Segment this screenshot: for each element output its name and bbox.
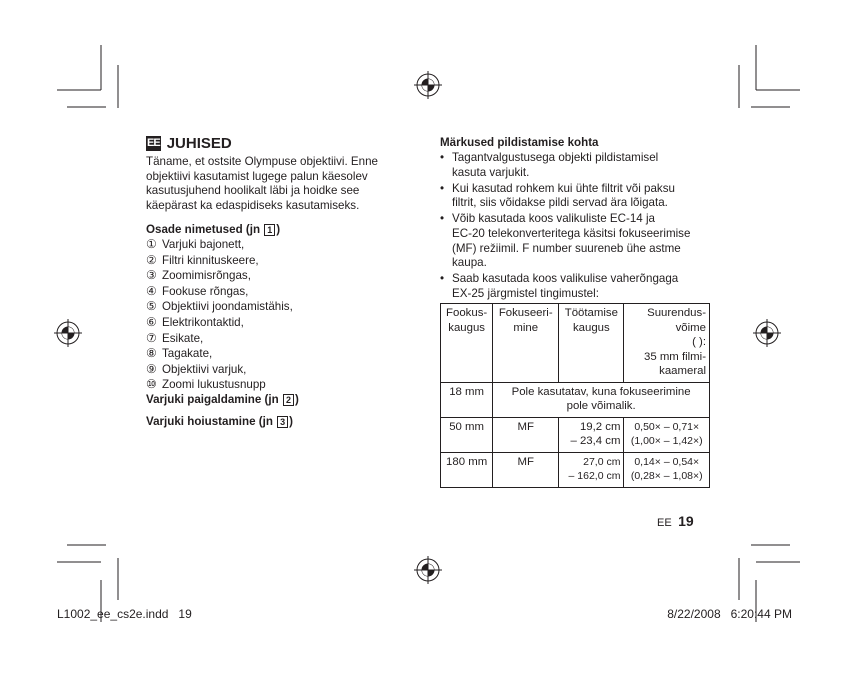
table-row: 50 mm MF 19,2 cm – 23,4 cm 0,50× – 0,71× (1,00× – 1,42×) <box>441 417 710 452</box>
note-item: • Tagantvalgustusega objekti pildistamisel kasuta varjukit. <box>440 151 659 179</box>
note-item: • Võib kasutada koos valikuliste EC-14 ja EC-20 telekonverteritega käsitsi fokuseerimise (MF) režiimil. F number suureneb ühe astme kaupa. <box>440 212 691 270</box>
intro-line: objektiivi kasutamist lugege palun käesolev <box>146 169 368 183</box>
item-number: ⑨ <box>146 361 157 376</box>
intro-line: Täname, et ostsite Olympuse objektiivi. Enne <box>146 155 378 168</box>
list-item <box>146 315 293 331</box>
list-item <box>146 346 293 362</box>
item-label: Filtri kinnituskeere, <box>162 253 259 267</box>
item-label: Objektiivi joondamistähis, <box>162 300 293 314</box>
list-item <box>146 362 293 378</box>
bullet-icon: • <box>440 272 445 286</box>
table-header-row <box>441 304 710 383</box>
bullet-icon: • <box>440 151 445 164</box>
parts-list <box>146 237 293 393</box>
list-item <box>146 299 293 315</box>
item-label: Elektrikontaktid, <box>162 315 244 329</box>
column-header: Fookus- kaugus <box>441 304 493 383</box>
item-number: ② <box>146 252 157 267</box>
intro-line: kasutusjuhend hoolikalt läbi ja hoidke see <box>146 184 360 198</box>
list-item <box>146 268 293 284</box>
page-number: EE 19 <box>657 513 694 529</box>
item-label: Objektiivi varjuk, <box>162 362 247 376</box>
extension-tube-table <box>440 303 710 488</box>
note-item: • Kui kasutad rohkem kui ühte filtrit või paksu filtrit, siis võidakse pildi servad ära lõigata. <box>440 181 675 210</box>
section-title: EE JUHISED <box>147 135 232 152</box>
footer-file: L1002_ee_cs2e.indd 19 <box>57 607 192 621</box>
registration-mark-icon <box>753 319 781 347</box>
item-number: ⑧ <box>146 346 157 361</box>
footer-date: 8/22/2008 6:20:44 PM <box>667 607 792 621</box>
item-number: ⑥ <box>146 314 157 329</box>
list-item <box>146 331 293 347</box>
list-item <box>146 284 293 300</box>
list-item <box>146 237 293 253</box>
store-hood-heading: Varjuki hoiustamine (jn 3 ) <box>146 415 294 428</box>
intro-line: käepärast ka edaspidiseks kasutamiseks. <box>146 198 360 212</box>
item-number: ⑩ <box>146 377 157 392</box>
note-item: • Saab kasutada koos valikulise vaherõngaga EX-25 järgmistel tingimustel: <box>440 272 679 300</box>
parts-heading: Osade nimetused (jn 1 ) <box>146 223 281 236</box>
registration-mark-icon <box>54 319 82 347</box>
registration-mark-icon <box>414 556 442 584</box>
registration-mark-icon <box>414 71 442 99</box>
table-row: 180 mm MF 27,0 cm – 162,0 cm 0,14× – 0,54× (0,28× – 1,08×) <box>441 452 710 487</box>
intro-paragraph <box>146 155 378 213</box>
column-header: Töötamise kaugus <box>559 304 624 383</box>
item-label: Fookuse rõngas, <box>162 284 249 298</box>
bullet-icon: • <box>440 181 445 195</box>
item-number: ⑤ <box>146 299 157 314</box>
item-label: Tagakate, <box>162 347 213 361</box>
list-item <box>146 377 293 393</box>
item-number: ⑦ <box>146 330 157 345</box>
column-header: Fokuseeri- mine <box>493 304 559 383</box>
item-label: Zoomimisrõngas, <box>162 269 251 283</box>
item-number: ④ <box>146 283 157 298</box>
column-header: Suurendus- võime ( ): 35 mm filmi- kaameral <box>624 304 710 383</box>
item-number: ① <box>146 237 157 251</box>
item-label: Esikate, <box>162 331 204 345</box>
table-row: 18 mm Pole kasutatav, kuna fokuseerimine pole võimalik. <box>441 382 710 417</box>
notes-list <box>440 151 690 303</box>
bullet-icon: • <box>440 212 445 226</box>
item-label: Zoomi lukustusnupp <box>162 378 266 392</box>
attach-hood-heading: Varjuki paigaldamine (jn 2 ) <box>146 393 299 406</box>
language-badge: EE <box>147 137 160 149</box>
notes-heading: Märkused pildistamise kohta <box>440 136 599 149</box>
list-item <box>146 253 293 269</box>
item-label: Varjuki bajonett, <box>162 238 245 251</box>
item-number: ③ <box>146 268 157 283</box>
